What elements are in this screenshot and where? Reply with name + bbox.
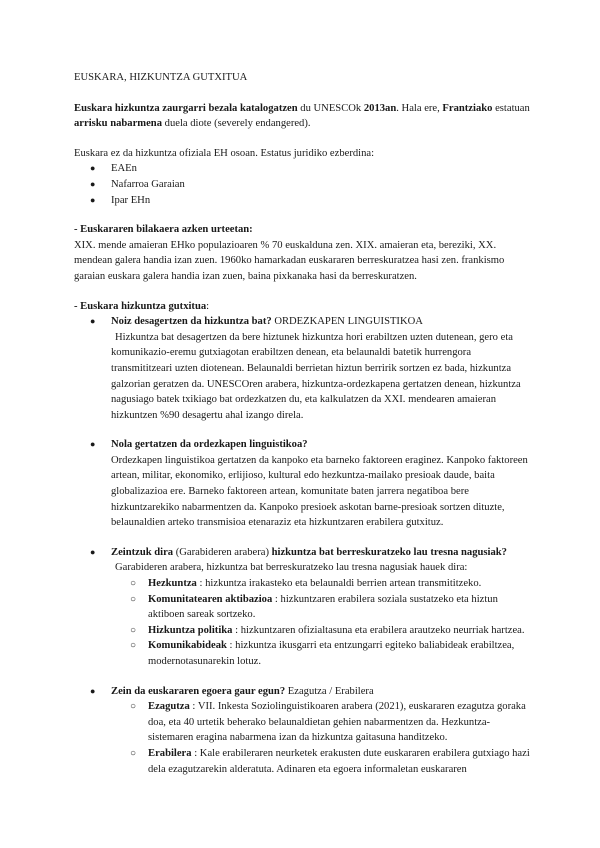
list-item — [74, 576, 534, 592]
questions-list — [74, 545, 534, 576]
question-item — [74, 314, 534, 423]
status-term: Erabilera — [148, 747, 192, 759]
official-status-list — [74, 161, 534, 208]
status-term: Ezagutza — [148, 701, 190, 713]
question-2-bold: Nola gertatzen da ordezkapen linguistikoa? — [111, 439, 308, 451]
intro-bold-risk: arrisku nabarmena — [74, 118, 162, 130]
list-item-text: EAEn — [111, 163, 137, 175]
minority-colon: : — [206, 300, 210, 312]
status-text: : Kale erabileraren neurketek erakusten dute euskararen erabilera gutxiago hazi dela ezagutzarekin alderatuta. Adinaren eta egoera informaletan euskararen — [148, 747, 530, 775]
list-item-text: Ipar EHn — [111, 194, 151, 206]
section-heading-decline — [74, 222, 534, 238]
section-heading-minority — [74, 299, 534, 315]
hollow-circle-icon: ○ — [130, 701, 137, 713]
decline-heading: - Euskararen bilakaera azken urteetan: — [74, 224, 253, 236]
tool-text: : hizkuntzaren ofizialtasuna eta erabilera arautzeko neurriak hartzea. — [232, 624, 525, 636]
list-item — [74, 746, 534, 777]
intro-bold-france: Frantziako — [442, 102, 493, 114]
tool-text: : hizkuntzaren erabilera soziala sustatzeko eta hiztun aktiboen sareak sortzeko. — [148, 593, 498, 621]
intro-text-4: duela diote (severely endangered). — [162, 118, 311, 130]
filled-circle-icon: ● — [90, 546, 96, 557]
list-item — [74, 699, 534, 746]
hollow-circle-icon: ○ — [130, 624, 137, 636]
official-status-text: Euskara ez da hizkuntza ofiziala EH osoan. Estatus juridiko ezberdina: — [74, 147, 375, 159]
tool-term: Hizkuntza politika — [148, 624, 233, 636]
question-3-plain: (Garabideren arabera) — [173, 546, 272, 558]
filled-circle-icon: ● — [90, 439, 96, 450]
questions-list — [74, 437, 534, 531]
hollow-circle-icon: ○ — [130, 640, 137, 652]
hollow-circle-icon: ○ — [130, 593, 137, 605]
question-item — [74, 437, 534, 531]
question-item — [74, 684, 534, 700]
question-4 — [111, 684, 534, 700]
question-2-body: Ordezkapen linguistikoa gertatzen da kanpoko eta barneko faktoreen eraginez. Kanpoko faktoreen artean, militar, ekonomiko, erlijioso, kultural edo hezkuntza-mailako presioak daude, baita globalizazioa ere. Barneko faktoreen artean, komunitate baten jarrera negatiboa bere hizkuntzarekiko nabarmentzen da. Kanpoko presioek askotan barne-presioak sortzen dituzte, belaunaldien arteko transmisioa etenaraziz eta hizkuntzaren erabilera gutxituz. — [111, 454, 528, 529]
status-list — [74, 699, 534, 777]
intro-bold-1: Euskara hizkuntza zaurgarri bezala katalogatzen — [74, 102, 298, 114]
list-item — [74, 193, 534, 209]
filled-circle-icon: ● — [90, 178, 96, 189]
status-text: : VII. Inkesta Soziolinguistikoaren arabera (2021), euskararen ezagutza goraka doa, eta 40 urtetik beherako belaunaldietan gehien nabarmentzen da. Hezkuntza-sistemaren eragina nabarmena izan da hizkuntza gaitasuna handitzeko. — [148, 701, 526, 744]
tool-term: Hezkuntza — [148, 578, 197, 590]
intro-paragraph — [74, 101, 534, 132]
tool-term: Komunitatearen aktibazioa — [148, 593, 273, 605]
list-item — [74, 161, 534, 177]
question-3-bold-2: hizkuntza bat berreskuratzeko lau tresna nagusiak? — [271, 546, 507, 558]
intro-text-1: du UNESCOk — [297, 102, 364, 114]
question-2 — [111, 437, 534, 453]
filled-circle-icon: ● — [90, 685, 96, 696]
question-3 — [111, 545, 534, 561]
tool-term: Komunikabideak — [148, 640, 227, 652]
questions-list — [74, 314, 534, 423]
document-title: EUSKARA, HIZKUNTZA GUTXITUA — [74, 72, 248, 83]
list-item — [74, 623, 534, 639]
minority-heading: - Euskara hizkuntza gutxitua — [74, 300, 207, 312]
intro-text-3: estatuan — [492, 102, 530, 114]
question-1-rest: ORDEZKAPEN LINGUISTIKOA — [271, 316, 423, 328]
tools-list — [74, 576, 534, 670]
filled-circle-icon: ● — [90, 194, 96, 205]
intro-text-2: . Hala ere, — [396, 102, 443, 114]
filled-circle-icon: ● — [90, 316, 96, 327]
question-item — [74, 545, 534, 576]
hollow-circle-icon: ○ — [130, 578, 137, 590]
questions-list — [74, 684, 534, 700]
hollow-circle-icon: ○ — [130, 747, 137, 759]
question-4-bold: Zein da euskararen egoera gaur egun? — [111, 685, 286, 697]
question-1 — [111, 314, 534, 330]
document-page — [74, 70, 534, 777]
question-1-body: Hizkuntza bat desagertzen da bere hiztunek hizkuntza hori erabiltzen uzten dutenean, gero eta komunikazio-eremu gutxiagotan erabiltzen denean, eta belaunaldi batetik hurrengora transmititzeari uzten diotenean. Belaunaldi berrietan hiztun berririk sortzen ez bada, hizkuntza galzorian geratzen da. UNESCOren arabera, hizkuntza-ordezkapena gertatzen denean, hizkuntza nagusiago batek txikiago bat ordezkatzen du, eta kalkulatzen da XXI. mendearen amaieran hizkuntzen %90 desagertu ahal izango direla. — [111, 331, 521, 421]
question-4-rest: Ezagutza / Erabilera — [285, 685, 374, 697]
list-item — [74, 638, 534, 669]
intro-bold-year: 2013an — [363, 102, 397, 114]
question-1-bold: Noiz desagertzen da hizkuntza bat? — [111, 316, 272, 328]
filled-circle-icon: ● — [90, 163, 96, 174]
decline-paragraph: XIX. mende amaieran EHko populazioaren % 70 euskalduna zen. XIX. amaieran eta, bereziki, XX. mendean galera handia izan zuen. 1960ko hamarkadan euskararen berreskuratzea hasi zen. frankismo garaian euskara galera handia izan zuen, baina pixkanaka hasi da berreskuratzen. — [74, 239, 505, 282]
list-item — [74, 177, 534, 193]
tool-text: : hizkuntza ikusgarri eta entzungarri egiteko baliabideak erabiltzea, modernotasunarekin lotuz. — [148, 640, 515, 667]
list-item-text: Nafarroa Garaian — [111, 178, 185, 190]
question-3-bold-1: Zeintzuk dira — [111, 546, 174, 558]
tool-text: : hizkuntza irakasteko eta belaunaldi berrien artean transmititzeko. — [196, 578, 482, 590]
list-item — [74, 592, 534, 623]
question-3-body: Garabideren arabera, hizkuntza bat berreskuratzeko lau tresna nagusiak hauek dira: — [115, 562, 468, 574]
